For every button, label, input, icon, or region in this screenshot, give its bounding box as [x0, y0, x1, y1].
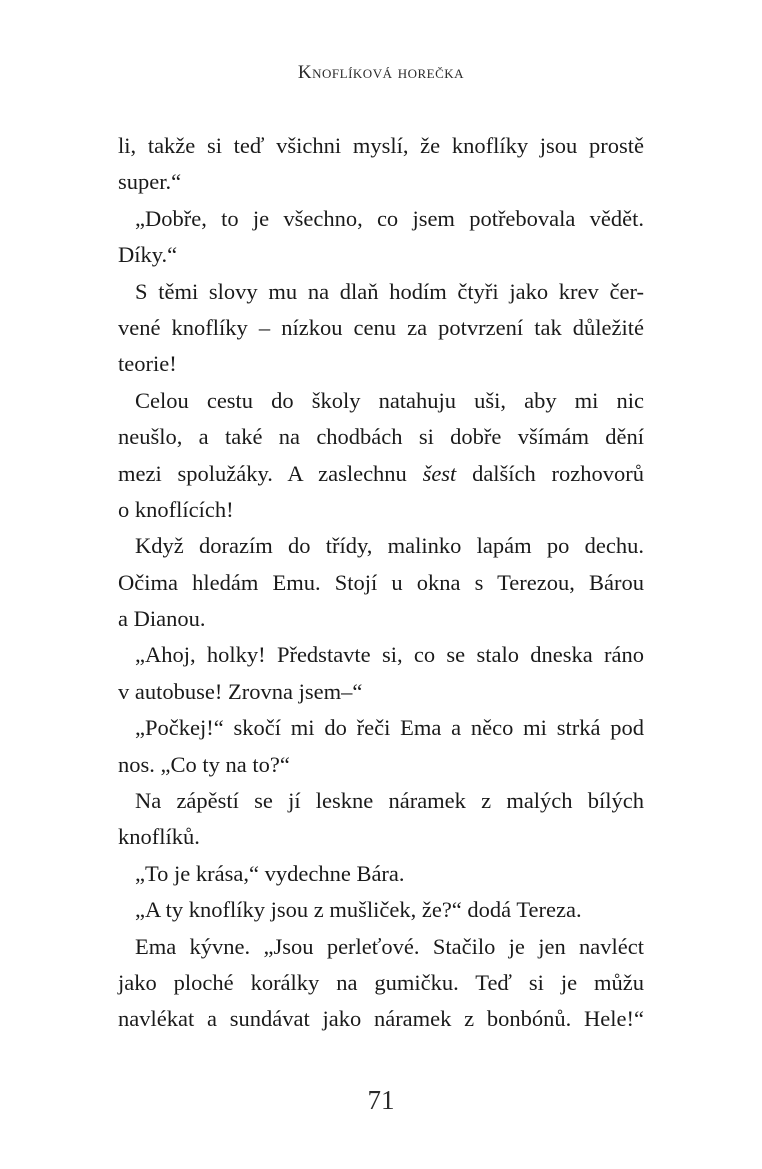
text-line: li, takže si teď všichni myslí, že knoflíky jsou prostě: [118, 133, 644, 158]
text-segment: mezi spolužáky. A zaslechnu: [118, 460, 407, 486]
text-line: Na zápěstí se jí leskne náramek z malých bílých: [135, 788, 644, 814]
text-line: navlékat a sundávat jako náramek z bonbónů. Hele!“: [118, 1006, 644, 1032]
text-line: „Dobře, to je všechno, co jsem potřebovala vědět.: [135, 205, 644, 231]
text-line: „A ty knoflíky jsou z mušliček, že?“ dodá Tereza.: [135, 897, 582, 923]
text-line: Očima hledám Emu. Stojí u okna s Terezou, Bárou: [118, 569, 644, 595]
emphasized-word: šest: [422, 460, 457, 486]
running-head: Knoflíková horečka: [297, 62, 465, 83]
text-line: jako ploché korálky na gumičku. Teď si je můžu: [118, 969, 644, 995]
text-line: vené knoflíky – nízkou cenu za potvrzení tak důležité: [118, 314, 644, 340]
text-line: nos. „Co ty na to?“: [118, 751, 290, 777]
text-line: Celou cestu do školy natahuju uši, aby mi nic: [135, 387, 644, 413]
text-line: S těmi slovy mu na dlaň hodím čtyři jako krev čer-: [135, 278, 644, 304]
text-line: neušlo, a také na chodbách si dobře všímám dění: [118, 424, 644, 450]
text-line: v autobuse! Zrovna jsem–“: [118, 678, 363, 704]
text-line: Díky.“: [118, 242, 178, 268]
text-line: teorie!: [118, 351, 177, 377]
text-line: Když dorazím do třídy, malinko lapám po dechu.: [135, 533, 644, 559]
text-line: „Počkej!“ skočí mi do řeči Ema a něco mi strká pod: [135, 715, 644, 741]
text-line: a Dianou.: [118, 606, 206, 632]
text-line: „Ahoj, holky! Představte si, co se stalo dneska ráno: [135, 642, 644, 668]
text-line: „To je krása,“ vydechne Bára.: [135, 860, 405, 886]
text-line: super.“: [118, 169, 182, 195]
text-line: o knoflících!: [118, 496, 234, 522]
text-line: knoflíků.: [118, 824, 200, 850]
body-text: [118, 128, 644, 1038]
text-line: Ema kývne. „Jsou perleťové. Stačilo je jen navléct: [135, 933, 644, 959]
page-number: 71: [367, 1085, 395, 1115]
text-segment: dalších rozhovorů: [472, 460, 645, 486]
text-line-with-emphasis: [118, 456, 644, 492]
